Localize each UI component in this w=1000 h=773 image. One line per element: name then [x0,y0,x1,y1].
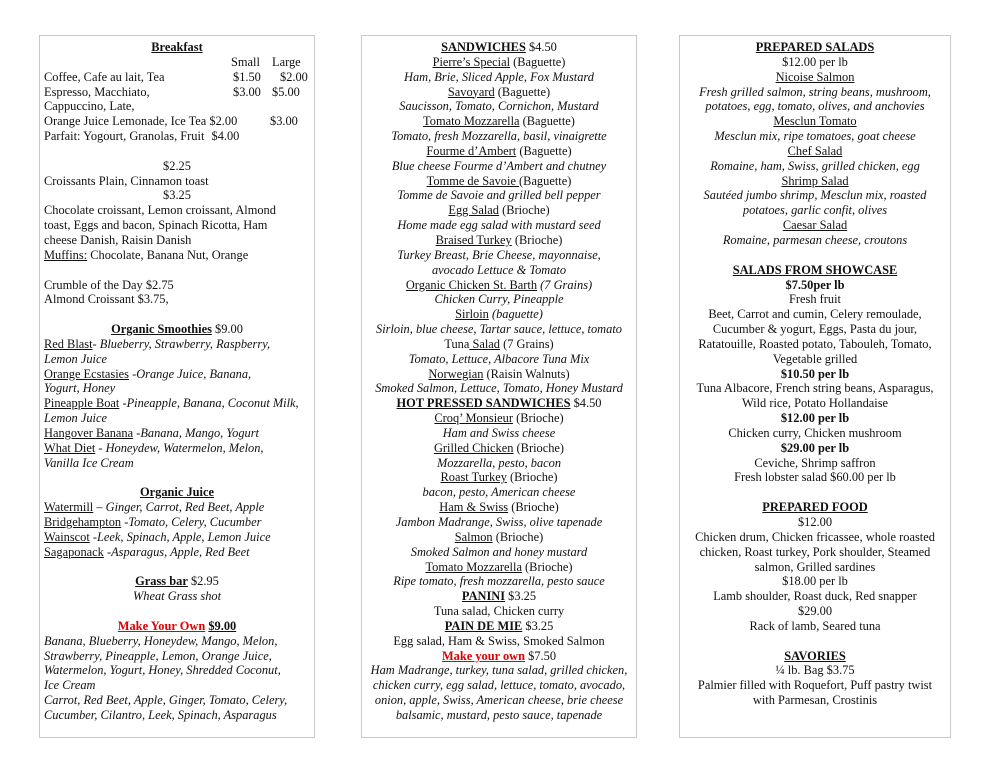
sandwich-name: Braised Turkey [435,232,512,247]
pain-de-mie-heading: PAIN DE MIE [444,618,523,633]
sandwich-name: Pierre’s Special [432,54,511,69]
salad-name: Mesclun Tomato [773,114,857,129]
crumble-item: Crumble of the Day $2.75 [44,277,174,292]
prepared-food-items: Lamb shoulder, Roast duck, Red snapper [713,589,917,604]
salad-desc: potatoes, egg, tomato, olives, and anchovies [705,99,925,114]
sandwich-name: Tomme de Savoie [426,173,520,188]
make-your-own-sandwich-options: balsamic, mustard, pesto sauce, tapenade [395,707,603,722]
smoothie-desc: -Banana, Mango, Yogurt [133,425,259,440]
showcase-items: Ceviche, Shrimp saffron [754,455,876,470]
prepared-food-price: $12.00 [797,515,833,529]
hot-sandwich-name: Tomato Mozzarella [425,559,522,574]
sandwich-name: Savoyard [447,84,495,99]
salad-desc: Sautéed jumbo shrimp, Mesclun mix, roasted [703,188,927,203]
price-large: $3.00 [270,114,298,129]
price-small: $3.00 [233,84,261,99]
hot-sandwich-name: Grilled Chicken [433,440,514,455]
make-your-own-heading: Make Your Own [117,618,206,633]
menu-item-row [44,85,310,100]
hot-sandwich-name: Roast Turkey [440,470,507,485]
juice-heading: Organic Juice [140,485,214,500]
breakfast-column [39,35,315,738]
showcase-heading: SALADS FROM SHOWCASE [732,262,898,277]
sandwich-desc: Sirloin, blue cheese, Tartar sauce, lettuce, tomato [376,322,622,337]
sandwich-name-prefix: Tuna [444,336,470,351]
salad-name: Caesar Salad [782,218,848,233]
price-small: $1.50 [233,69,261,84]
showcase-items: Cucumber & yogurt, Eggs, Pasta du jour, [712,322,918,337]
showcase-items: Ratatouille, Roasted potato, Tabouleh, Tomato, [698,336,932,351]
menu-item-row [44,129,310,144]
juice-name: Bridgehampton [44,515,122,529]
smoothie-desc: - Honeydew, Watermelon, Melon, [95,440,264,455]
sandwiches-heading: SANDWICHES [441,40,526,54]
prepared-salads-heading: PREPARED SALADS [755,40,875,54]
salad-name: Chef Salad [787,143,843,158]
size-small-label: Small [231,54,260,69]
sandwich-name: Norwegian [428,366,484,381]
sandwich-desc: avocado Lettuce & Tomato [431,262,567,277]
sandwich-bread: (7 Grains) [537,277,593,292]
smoothie-desc: -Orange Juice, Banana, [128,366,252,381]
hot-sandwich-bread: (Brioche) [492,529,544,544]
breakfast-heading: Breakfast [151,40,203,54]
make-your-own-sandwich-heading: Make your own [441,648,526,663]
sandwich-desc: Ham, Brie, Sliced Apple, Fox Mustard [404,69,594,84]
make-your-own-ingredients: Carrot, Red Beet, Apple, Ginger, Tomato, Celery, [44,693,288,708]
sandwich-desc: Tomme de Savoie and grilled bell pepper [397,188,601,203]
sandwich-bread: (Baguette) [510,54,566,69]
muffins-items: Chocolate, Banana Nut, Orange [90,247,249,262]
pastry-price: $3.25 [163,188,191,203]
hot-sandwich-desc: Mozzarella, pesto, bacon [436,455,562,470]
smoothie-desc: -Pineapple, Banana, Coconut Milk, [119,396,299,411]
make-your-own-sandwich-options: onion, apple, Swiss, American cheese, brie cheese [374,693,624,708]
sandwich-bread: (7 Grains) [499,336,554,351]
item-price: $4.00 [211,129,240,144]
sandwich-bread: (baguette) [488,307,543,322]
juice-desc: -Tomato, Celery, Cucumber [121,515,262,529]
make-your-own-ingredients: Cucumber, Cilantro, Leek, Spinach, Asparagus [44,707,277,722]
prepared-food-items: salmon, Grilled sardines [754,559,876,574]
grass-bar-price: $2.95 [190,574,219,589]
prepared-salads-price: $12.00 per lb [782,54,848,69]
make-your-own-ingredients: Watermelon, Yogurt, Honey, Shredded Coconut, [44,663,281,678]
hot-sandwich-bread: (Brioche) [513,411,564,426]
smoothie-desc: - Blueberry, Strawberry, Raspberry, [92,336,271,351]
sandwich-desc: Saucisson, Tomato, Cornichon, Mustard [399,99,599,114]
sandwich-name: Tomato Mozzarella [423,114,520,129]
hot-sandwich-name: Croq’ Monsieur [434,411,513,426]
sandwich-name: Egg Salad [448,203,499,218]
pain-de-mie-price: $3.25 [525,618,554,633]
juice-desc: -Asparagus, Apple, Red Beet [103,544,250,559]
salad-desc: potatoes, garlic confit, olives [742,203,888,218]
smoothie-desc: Lemon Juice [44,351,107,366]
savories-price: ¼ lb. Bag $3.75 [775,663,855,678]
hot-sandwich-bread: (Brioche) [513,440,565,455]
pastry-items: toast, Eggs and bacon, Spinach Ricotta, Ham [44,218,268,233]
showcase-items: Tuna Albacore, French string beans, Asparagus, [696,381,934,396]
showcase-items: Wild rice, Potato Hollandaise [741,396,889,411]
hot-pressed-heading: HOT PRESSED SANDWICHES [396,396,571,411]
prepared-food-items: Chicken drum, Chicken fricassee, whole roasted [695,529,935,544]
prepared-food-price: $18.00 per lb [782,574,848,589]
juice-name: Wainscot [44,529,90,544]
salad-desc: Romaine, parmesan cheese, croutons [722,232,908,247]
showcase-items: Chicken curry, Chicken mushroom [728,425,902,440]
savories-items: with Parmesan, Crostinis [752,693,878,708]
pastry-items: Chocolate croissant, Lemon croissant, Almond [44,203,276,218]
hot-sandwich-bread: (Brioche) [508,500,559,515]
sandwiches-column [361,35,637,738]
sandwich-desc: Blue cheese Fourme d’Ambert and chutney [391,158,607,173]
item-name: Parfait: Yogourt, Granolas, Fruit [44,129,205,144]
smoothie-desc: Lemon Juice [44,411,107,426]
salad-name: Shrimp Salad [781,173,849,188]
showcase-items: Fresh lobster salad $60.00 per lb [734,470,896,485]
juice-name: Sagaponack [44,544,104,559]
sandwich-bread: (Raisin Walnuts) [483,366,570,381]
sandwich-name: Fourme d’Ambert [426,143,517,158]
sandwich-bread: (Brioche) [499,203,550,218]
sandwich-desc: Chicken Curry, Pineapple [434,292,564,307]
almond-croissant-item: Almond Croissant $3.75, [44,292,169,307]
smoothie-desc: Yogurt, Honey [44,381,116,396]
hot-sandwich-desc: Ham and Swiss cheese [442,425,556,440]
size-large-label: Large [272,54,301,69]
sandwich-bread: (Baguette) [519,114,575,129]
menu-item-row [44,70,310,85]
hot-sandwich-desc: Ripe tomato, fresh mozzarella, pesto sauce [393,574,605,589]
sandwich-desc: Tomato, fresh Mozzarella, basil, vinaigrette [391,129,607,144]
savories-items: Palmier filled with Roquefort, Puff pastry twist [697,678,933,693]
savories-heading: SAVORIES [784,648,846,663]
make-your-own-ingredients: Ice Cream [44,678,96,693]
salads-column [679,35,951,738]
hot-sandwich-desc: Smoked Salmon and honey mustard [410,544,588,559]
make-your-own-sandwich-options: chicken curry, egg salad, lettuce, tomato, avocado, [372,678,626,693]
hot-pressed-price: $4.50 [573,396,602,411]
showcase-price: $12.00 per lb [780,411,850,426]
item-name: Coffee, Cafe au lait, Tea [44,69,165,84]
hot-sandwich-desc: bacon, pesto, American cheese [422,485,576,500]
juice-name: Watermill [44,500,94,515]
salad-desc: Romaine, ham, Swiss, grilled chicken, egg [710,158,920,173]
grass-bar-heading: Grass bar [135,574,188,589]
hot-sandwich-name: Salmon [454,529,493,544]
muffins-label: Muffins: [44,247,88,262]
juice-desc: – Ginger, Carrot, Red Beet, Apple [93,500,265,515]
price-large: $5.00 [272,84,300,99]
menu-item-row [44,99,310,114]
showcase-items: Fresh fruit [789,292,841,307]
showcase-price: $10.50 per lb [780,366,850,381]
smoothies-heading: Organic Smoothies [111,322,212,337]
croissant-items: Croissants Plain, Cinnamon toast [44,173,209,188]
hot-sandwich-bread: (Brioche) [521,559,573,574]
pain-de-mie-desc: Egg salad, Ham & Swiss, Smoked Salmon [393,633,605,648]
item-name: Orange Juice Lemonade, Ice Tea $2.00 [44,114,238,129]
sandwich-bread: (Baguette) [494,84,551,99]
salad-desc: Mesclun mix, ripe tomatoes, goat cheese [714,129,916,144]
showcase-price: $7.50per lb [785,277,845,292]
sandwich-bread: (Brioche) [511,232,563,247]
croissant-price: $2.25 [163,158,191,173]
sandwiches-price: $4.50 [528,40,557,54]
sandwich-desc: Smoked Salmon, Lettuce, Tomato, Honey Mustard [375,381,623,396]
sandwich-name: Organic Chicken St. Barth [405,277,538,292]
sandwich-name: Sirloin [455,307,489,322]
sandwich-bread: (Baguette) [516,143,572,158]
smoothies-price: $9.00 [215,322,243,337]
showcase-items: Beet, Carrot and cumin, Celery remoulade, [708,307,922,322]
grass-bar-desc: Wheat Grass shot [132,589,222,604]
prepared-food-price: $29.00 [797,604,833,619]
item-name: Cappuccino, Late, [44,99,135,114]
sandwich-name: Salad [469,336,500,351]
make-your-own-ingredients: Strawberry, Pineapple, Lemon, Orange Juice, [44,648,272,663]
salad-desc: Fresh grilled salmon, string beans, mushroom, [699,84,931,99]
pastry-items: cheese Danish, Raisin Danish [44,232,192,247]
sandwich-desc: Home made egg salad with mustard seed [397,218,601,233]
smoothie-name: What Diet [44,440,96,455]
juice-desc: -Leek, Spinach, Apple, Lemon Juice [89,529,271,544]
hot-sandwich-desc: Jambon Madrange, Swiss, olive tapenade [395,515,603,529]
panini-desc: Tuna salad, Chicken curry [433,604,565,619]
make-your-own-sandwich-price: $7.50 [528,648,557,663]
make-your-own-ingredients: Banana, Blueberry, Honeydew, Mango, Melon, [44,633,278,648]
sandwich-desc: Turkey Breast, Brie Cheese, mayonnaise, [397,247,601,262]
smoothie-name: Pineapple Boat [44,396,120,411]
price-large: $2.00 [280,69,308,84]
sandwich-bread: (Baguette) [519,173,572,188]
salad-name: Nicoise Salmon [775,69,855,84]
panini-price: $3.25 [508,589,537,604]
showcase-items: Vegetable grilled [772,351,858,366]
make-your-own-price: $9.00 [208,618,237,633]
smoothie-desc: Vanilla Ice Cream [44,455,134,470]
smoothie-name: Orange Ecstasies [44,366,129,381]
prepared-food-heading: PREPARED FOOD [762,500,868,515]
prepared-food-items: chicken, Roast turkey, Pork shoulder, Steamed [699,544,931,559]
make-your-own-sandwich-options: Ham Madrange, turkey, tuna salad, grilled chicken, [370,663,628,678]
size-header-row [44,55,310,70]
hot-sandwich-name: Ham & Swiss [439,500,509,515]
smoothie-name: Hangover Banana [44,425,134,440]
panini-heading: PANINI [461,589,506,604]
smoothie-name: Red Blast [44,336,93,351]
sandwich-desc: Tomato, Lettuce, Albacore Tuna Mix [408,351,590,366]
showcase-price: $29.00 per lb [780,440,850,455]
hot-sandwich-bread: (Brioche) [506,470,558,485]
menu-item-row [44,114,310,129]
item-name: Espresso, Macchiato, [44,84,150,99]
prepared-food-items: Rack of lamb, Seared tuna [749,618,881,633]
